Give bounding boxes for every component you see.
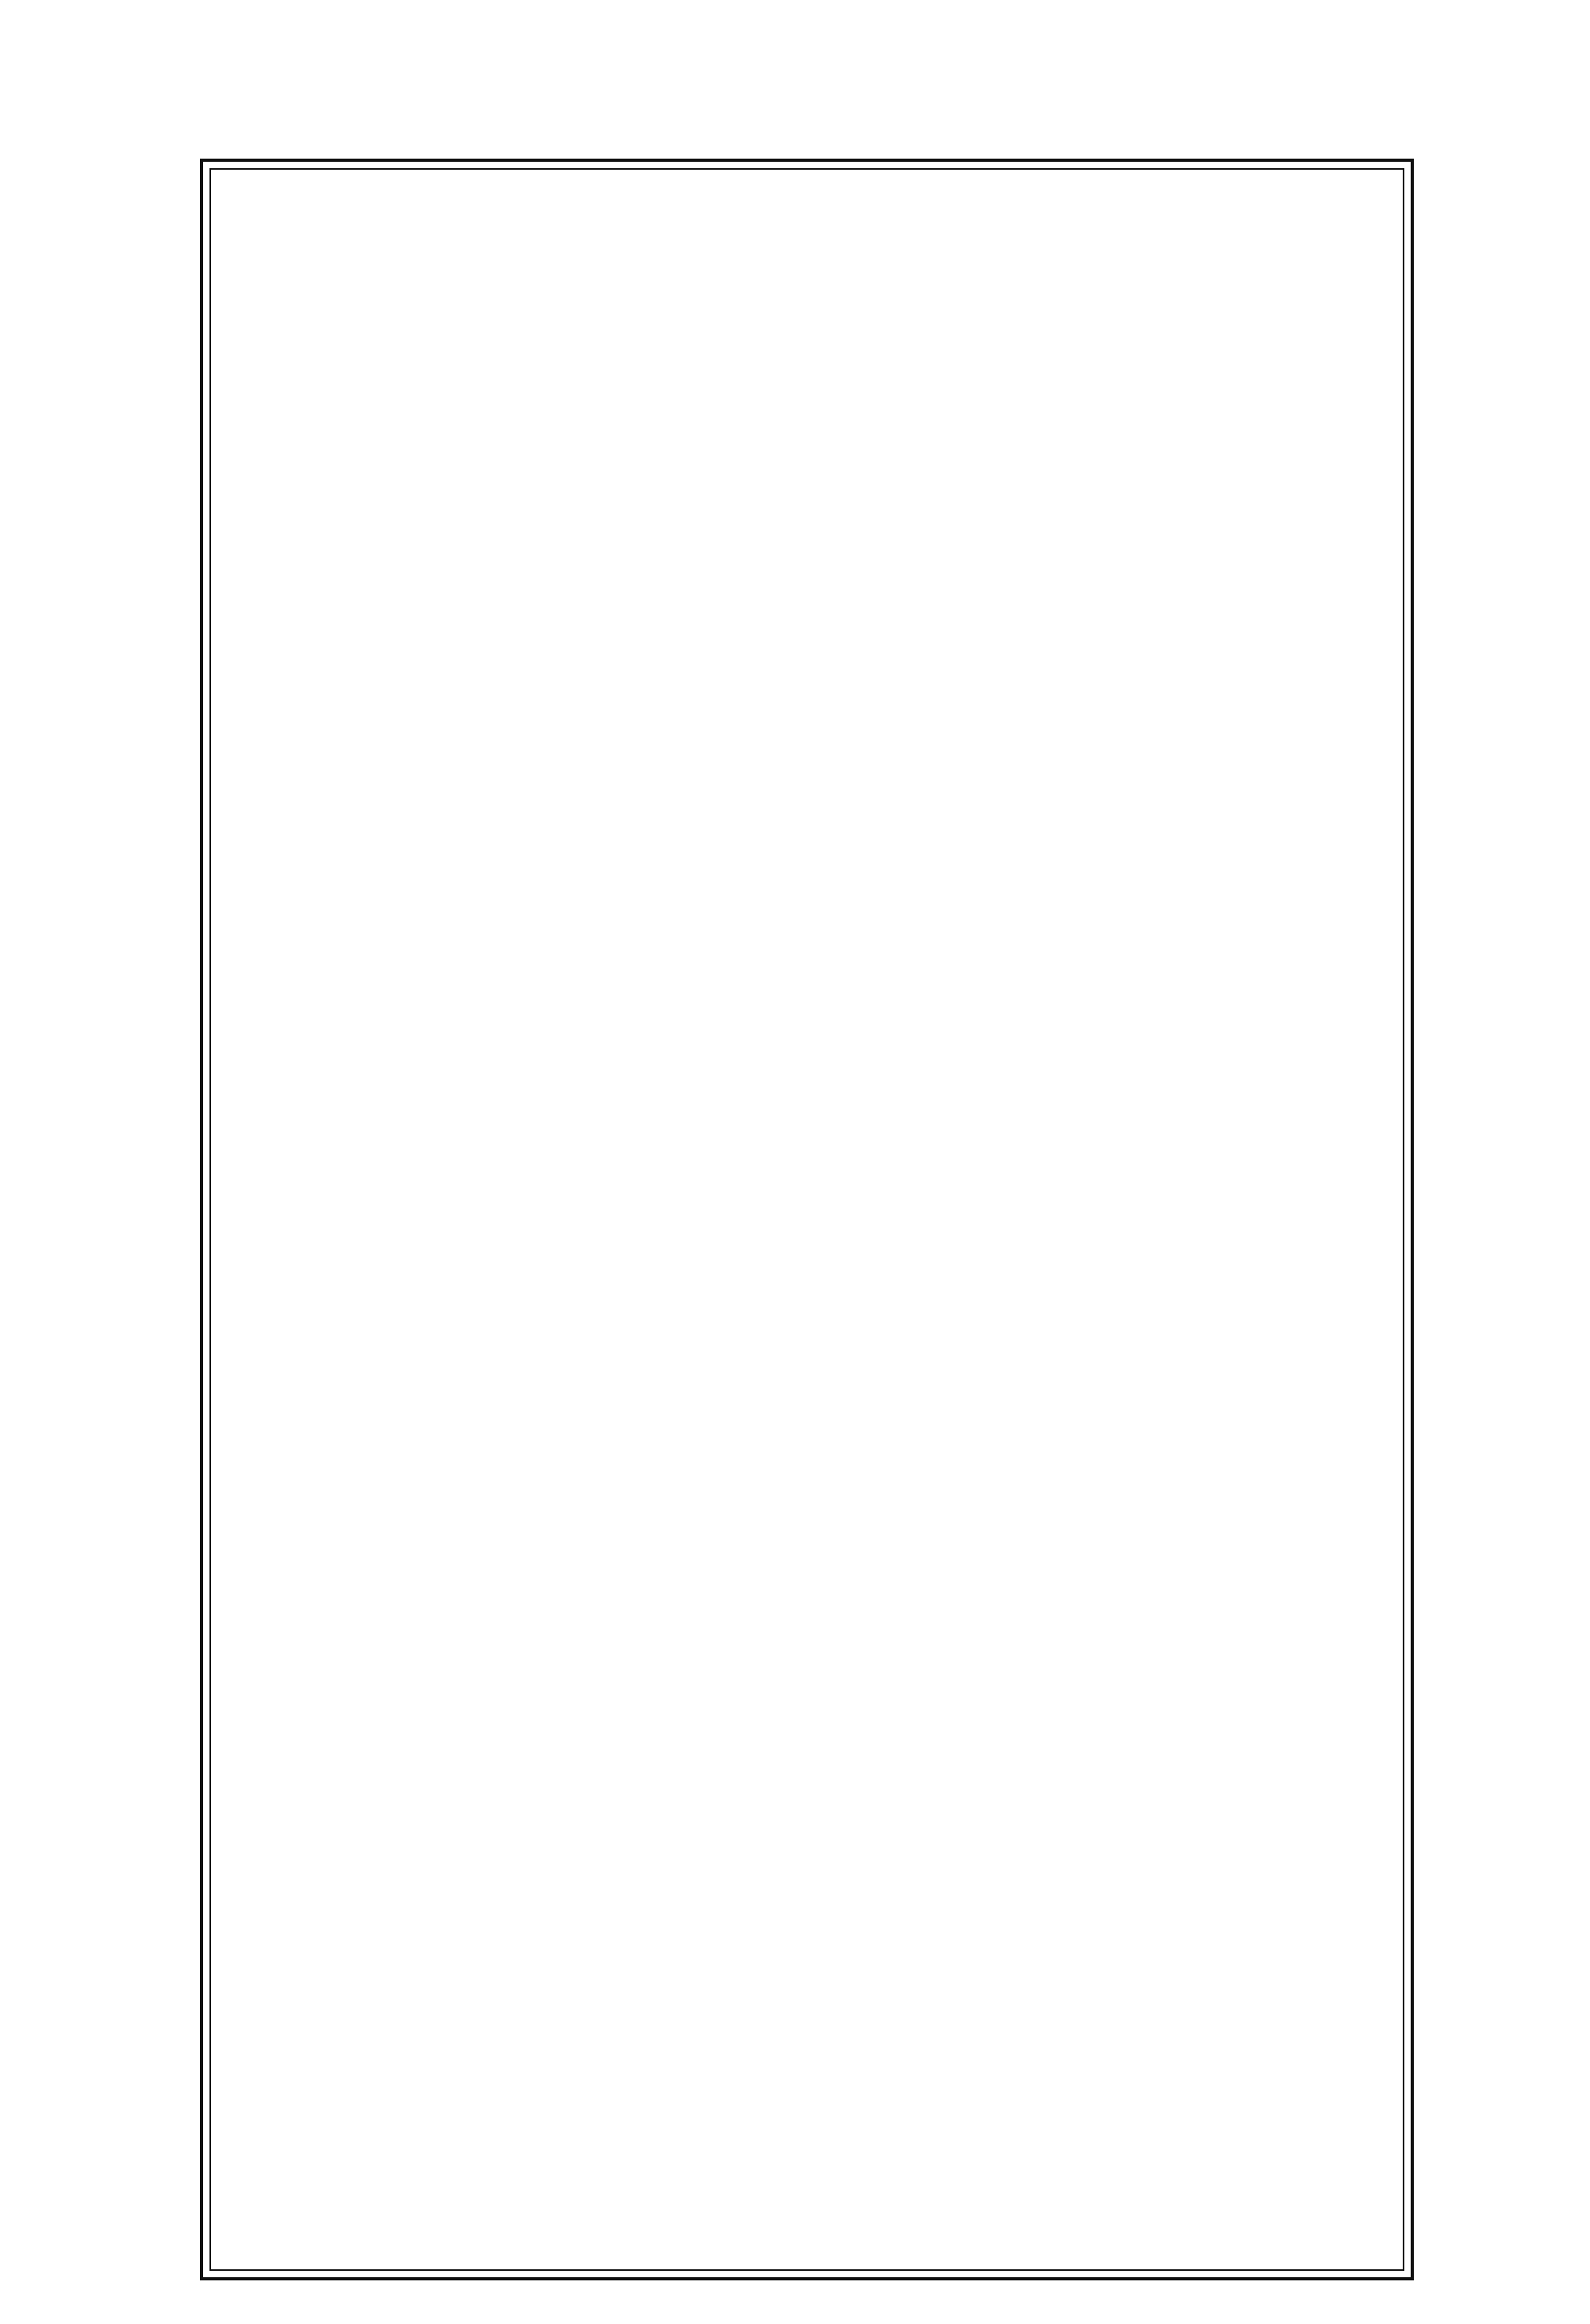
main-text (218, 173, 1377, 2267)
running-header (206, 103, 1412, 159)
margin-note-2 (87, 1293, 135, 2324)
margin-note-1 (87, 341, 135, 1452)
